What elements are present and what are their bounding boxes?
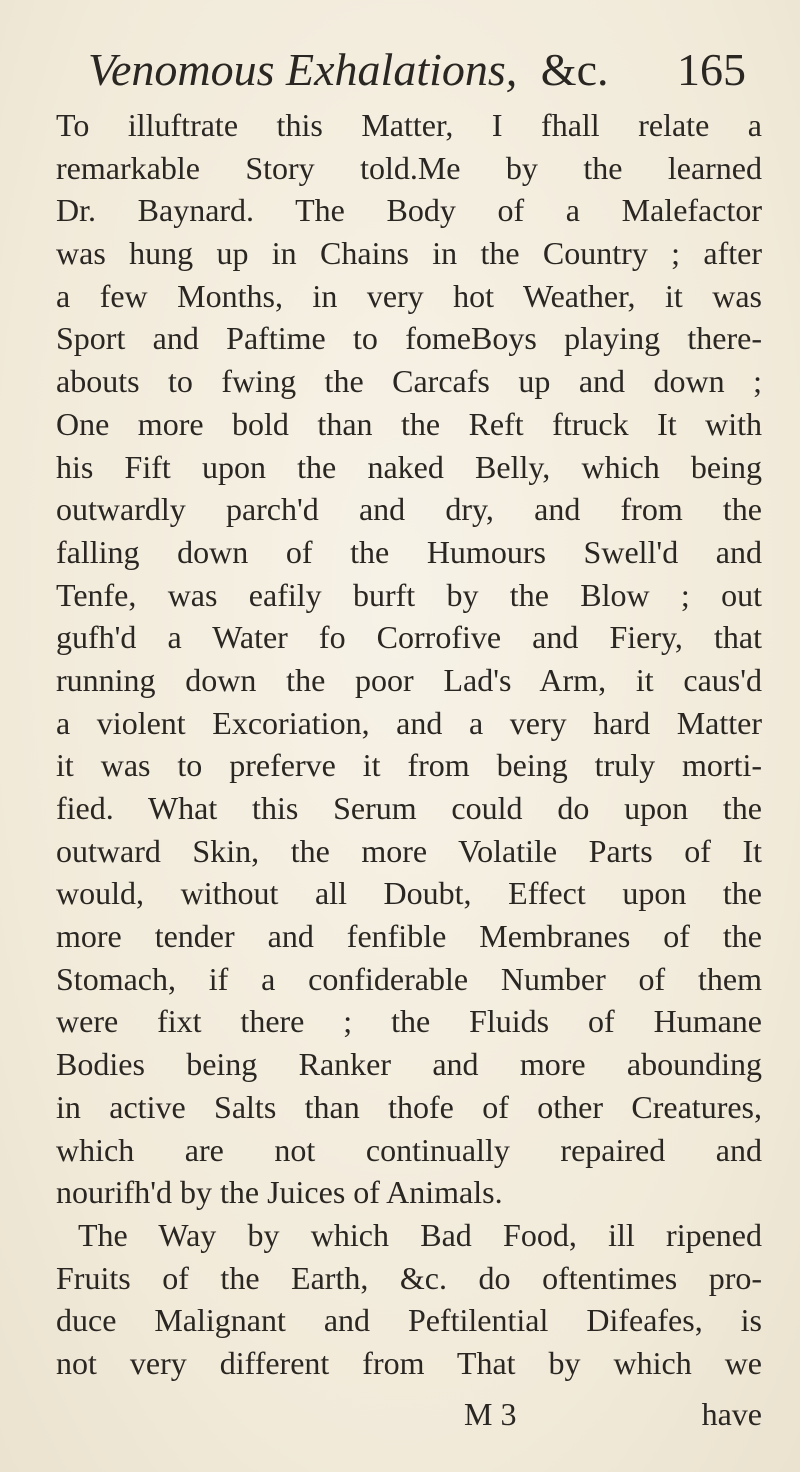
text-line: outward Skin, the more Volatile Parts of It: [56, 832, 762, 869]
text-line: were fixt there ; the Fluids of Humane: [56, 1003, 762, 1040]
text-line: it was to preferve it from being truly morti-: [56, 747, 762, 784]
text-line: abouts to fwing the Carcafs up and down ;: [56, 363, 762, 400]
text-line: outwardly parch'd and dry, and from the: [56, 491, 762, 528]
text-line: To illuftrate this Matter, I fhall relate a: [56, 107, 762, 143]
text-line: a few Months, in very hot Weather, it was: [56, 277, 762, 314]
text-line: gufh'd a Water fo Corrofive and Fiery, that: [56, 619, 762, 656]
text-line: fied. What this Serum could do upon the: [56, 790, 762, 826]
running-header: [88, 38, 768, 102]
text-line: would, without all Doubt, Effect upon the: [56, 875, 762, 912]
text-line: nourifh'd by the Juices of Animals.: [56, 1174, 503, 1211]
text-line: more tender and fenfible Membranes of the: [56, 918, 762, 955]
text-line: which are not continually repaired and: [56, 1131, 762, 1168]
text-line: remarkable Story told.Me by the learned: [56, 149, 762, 186]
text-line: Fruits of the Earth, &c. do oftentimes pro-: [56, 1259, 762, 1296]
text-line: was hung up in Chains in the Country ; after: [56, 235, 762, 272]
text-line: running down the poor Lad's Arm, it caus'd: [56, 661, 762, 698]
text-line: his Fift upon the naked Belly, which being: [56, 448, 762, 485]
text-line: duce Malignant and Peftilential Difeafes, is: [56, 1302, 762, 1339]
text-line: Dr. Baynard. The Body of a Malefactor: [56, 192, 762, 229]
header-title: Venomous Exhalations: [88, 44, 506, 95]
catchword: have: [701, 1396, 762, 1432]
text-line: in active Salts than thofe of other Creatures,: [56, 1088, 762, 1125]
text-line: Stomach, if a confiderable Number of them: [56, 960, 762, 997]
body-text: [56, 104, 762, 1385]
text-line: Sport and Paftime to fomeBoys playing there-: [56, 320, 762, 357]
text-line: a violent Excoriation, and a very hard Matter: [56, 704, 762, 741]
page-footer: [56, 1392, 762, 1436]
header-etc: &c.: [540, 44, 609, 95]
header-separator: ,: [505, 44, 518, 95]
text-line: Bodies being Ranker and more abounding: [56, 1046, 762, 1083]
page-number: 165: [677, 44, 746, 95]
signature-mark: M 3: [464, 1396, 517, 1432]
text-line: The Way by which Bad Food, ill ripened: [78, 1216, 762, 1253]
text-line: not very different from That by which we: [56, 1344, 762, 1381]
text-line: One more bold than the Reft ftruck It with: [56, 405, 762, 442]
text-line: falling down of the Humours Swell'd and: [56, 533, 762, 570]
text-line: Tenfe, was eafily burft by the Blow ; out: [56, 576, 762, 613]
